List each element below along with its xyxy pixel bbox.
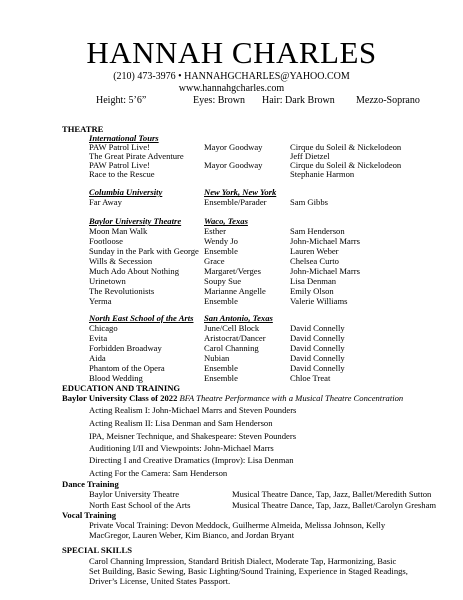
credit-show: Aida: [89, 353, 106, 363]
credit-director: Sam Gibbs: [290, 197, 328, 207]
credit-row: [0, 373, 463, 383]
credit-director: John-Michael Marrs: [290, 266, 360, 276]
credit-role: Ensemble/Parader: [204, 197, 267, 207]
group-location: New York, New York: [204, 187, 277, 197]
eyes-stat: Eyes: Brown: [193, 95, 245, 106]
contact-line: (210) 473-3976 • HANNAHGCHARLES@YAHOO.COM: [113, 71, 350, 82]
credit-director: Cirque du Soleil & Nickelodeon: [290, 142, 402, 152]
credit-role: Carol Channing: [204, 343, 259, 353]
credit-row: [0, 323, 463, 333]
credit-role: Ensemble: [204, 296, 238, 306]
credit-director: Emily Olson: [290, 286, 334, 296]
credit-show: The Great Pirate Adventure: [89, 151, 184, 161]
credit-show: PAW Patrol Live!: [89, 160, 150, 170]
credit-director: David Connelly: [290, 333, 345, 343]
dance-row: [0, 500, 463, 510]
course-item: Directing I and Creative Dramatics (Improv): Lisa Denman: [89, 455, 294, 465]
credit-role: Grace: [204, 256, 225, 266]
credit-role: Ensemble: [204, 373, 238, 383]
credit-show: Forbidden Broadway: [89, 343, 162, 353]
dance-school: Baylor University Theatre: [89, 489, 180, 499]
credit-role: Soupy Sue: [204, 276, 242, 286]
credit-row: [0, 236, 463, 246]
dance-details: Musical Theatre Dance, Tap, Jazz, Ballet/Meredith Sutton: [232, 489, 432, 499]
credit-show: Yerma: [89, 296, 112, 306]
credit-row: [0, 286, 463, 296]
credit-show: Footloose: [89, 236, 123, 246]
group-location: San Antonio, Texas: [204, 313, 273, 323]
credit-row: [0, 353, 463, 363]
credit-row: [0, 296, 463, 306]
credit-row: [0, 246, 463, 256]
course-item: Auditioning I/II and Viewpoints: John-Michael Marrs: [89, 443, 274, 453]
credit-row: [0, 266, 463, 276]
credit-show: The Revolutionists: [89, 286, 155, 296]
credit-role: Marianne Angelle: [204, 286, 266, 296]
credit-row: [0, 276, 463, 286]
credit-role: June/Cell Block: [204, 323, 260, 333]
credit-show: Urinetown: [89, 276, 126, 286]
credit-role: Ensemble: [204, 363, 238, 373]
credit-role: Mayor Goodway: [204, 160, 263, 170]
credit-director: David Connelly: [290, 343, 345, 353]
course-item: IPA, Meisner Technique, and Shakespeare: Steven Pounders: [89, 431, 297, 441]
credit-director: Chelsea Curto: [290, 256, 339, 266]
credit-show: Evita: [89, 333, 108, 343]
credit-director: John-Michael Marrs: [290, 236, 360, 246]
credit-role: Margaret/Verges: [204, 266, 261, 276]
credit-show: Phantom of the Opera: [89, 363, 165, 373]
group-international-tours: International Tours: [89, 133, 159, 143]
credit-show: Moon Man Walk: [89, 226, 148, 236]
degree-school: Baylor University Class of 2022: [62, 393, 178, 403]
website: www.hannahgcharles.com: [178, 83, 285, 94]
credit-show: Much Ado About Nothing: [89, 266, 179, 276]
education-heading: EDUCATION AND TRAINING: [62, 383, 181, 393]
credit-row: [0, 363, 463, 373]
credit-role: Aristocrat/Dancer: [204, 333, 266, 343]
skills-text: Carol Channing Impression, Standard British Dialect, Moderate Tap, Harmonizing, Basic Set Building, Basic Sewing, Basic Lighting/Sound Training, Experience in Staged Readings, Driver’s License, United States Passport.: [89, 556, 408, 586]
credit-director: Stephanie Harmon: [290, 169, 355, 179]
course-item: Acting For the Camera: Sam Henderson: [89, 468, 228, 478]
credit-director: Lisa Denman: [290, 276, 337, 286]
credit-show: Blood Wedding: [89, 373, 143, 383]
resume-name: HANNAH CHARLES: [86, 35, 377, 70]
credit-role: Esther: [204, 226, 226, 236]
credit-director: Lauren Weber: [290, 246, 339, 256]
dance-row: [0, 489, 463, 499]
credit-director: David Connelly: [290, 353, 345, 363]
degree-name: BFA Theatre Performance with a Musical Theatre Concentration: [179, 393, 404, 403]
credit-show: Sunday in the Park with George: [89, 246, 199, 256]
course-item: Acting Realism II: Lisa Denman and Sam Henderson: [89, 418, 273, 428]
vocal-training: Private Vocal Training: Devon Meddock, Guilherme Almeida, Melissa Johnson, Kelly MacGregor, Lauren Weber, Kim Bianco, and Jordan Bryant: [89, 520, 386, 540]
credit-show: Chicago: [89, 323, 118, 333]
credit-show: PAW Patrol Live!: [89, 142, 150, 152]
credit-director: Valerie Williams: [290, 296, 348, 306]
credit-director: Sam Henderson: [290, 226, 345, 236]
credit-director: Jeff Dietzel: [290, 151, 330, 161]
course-item: Acting Realism I: John-Michael Marrs and Steven Pounders: [89, 405, 297, 415]
group-location: Waco, Texas: [204, 216, 248, 226]
voice-type: Mezzo-Soprano: [356, 95, 420, 106]
credit-row: [0, 343, 463, 353]
credit-row: [0, 169, 463, 179]
dance-school: North East School of the Arts: [89, 500, 191, 510]
height-stat: Height: 5’6”: [96, 95, 147, 106]
group-columbia: Columbia University: [89, 187, 163, 197]
credit-director: Chloe Treat: [290, 373, 331, 383]
group-baylor: Baylor University Theatre: [89, 216, 182, 226]
credit-director: David Connelly: [290, 363, 345, 373]
credit-director: David Connelly: [290, 323, 345, 333]
dance-heading: Dance Training: [62, 479, 119, 489]
credit-row: [0, 197, 463, 207]
credit-role: Nubian: [204, 353, 230, 363]
hair-stat: Hair: Dark Brown: [262, 95, 335, 106]
credit-show: Far Away: [89, 197, 122, 207]
credit-show: Wills & Secession: [89, 256, 153, 266]
dance-details: Musical Theatre Dance, Tap, Jazz, Ballet/Carolyn Gresham: [232, 500, 437, 510]
credit-director: Cirque du Soleil & Nickelodeon: [290, 160, 402, 170]
vocal-heading: Vocal Training: [62, 510, 117, 520]
skills-heading: SPECIAL SKILLS: [62, 545, 132, 555]
group-north-east: North East School of the Arts: [89, 313, 194, 323]
credit-row: [0, 333, 463, 343]
credit-row: [0, 256, 463, 266]
credit-row: [0, 226, 463, 236]
credit-role: Wendy Jo: [204, 236, 238, 246]
theatre-heading: THEATRE: [62, 124, 104, 134]
credit-show: Race to the Rescue: [89, 169, 155, 179]
credit-role: Ensemble: [204, 246, 238, 256]
degree-line: [62, 393, 403, 403]
credit-role: Mayor Goodway: [204, 142, 263, 152]
